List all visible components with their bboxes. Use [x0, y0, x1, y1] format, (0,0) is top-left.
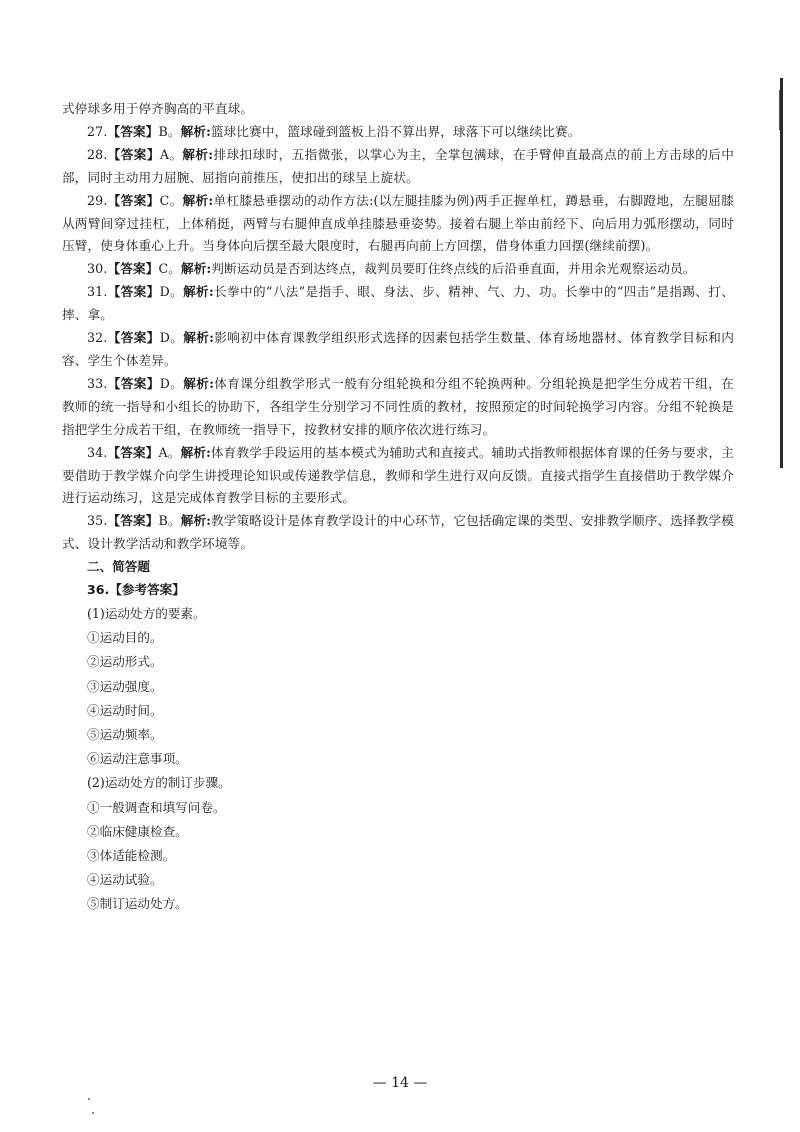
answer-label: 【答案】	[107, 123, 159, 139]
explanation-label: 解析:	[180, 513, 212, 529]
answer-label: 【答案】	[107, 284, 160, 300]
explanation-label: 解析:	[180, 123, 211, 139]
explanation-label: 解析:	[183, 375, 215, 391]
explanation-text: 排球扣球时，五指微张，以掌心为主，全掌包满球，在手臂伸直最高点的前上方击球的后中部，同时主动用力屈腕、屈指向前推压，使扣出的球呈上旋状。	[62, 146, 734, 185]
answer-letter: C。	[159, 192, 183, 208]
answer-item-28	[62, 144, 734, 190]
document-body	[62, 98, 734, 917]
scan-speck	[92, 1112, 94, 1114]
list-item: ①一般调查和填写问卷。	[87, 799, 226, 815]
list-item: ⑥运动注意事项。	[87, 751, 188, 767]
explanation-text: 教学策略设计是体育教学设计的中心环节，它包括确定课的类型、安排教学顺序、选择教学模式、设计教学活动和教学环境等。	[62, 513, 734, 552]
answer-item-34	[62, 442, 734, 511]
answer-item-32	[62, 327, 734, 373]
answer-number: 31.	[87, 284, 108, 300]
list-item: ④运动时间。	[87, 702, 163, 718]
explanation-text: 体育教学手段运用的基本模式为辅助式和直接式。辅助式指教师根据体育课的任务与要求，主要借助于教学媒介向学生讲授理论知识或传递教学信息，教师和学生进行双向反馈。直接式指学生直接借助于教学媒介进行运动练习，这是完成体育教学目标的主要形式。	[62, 444, 735, 506]
answer-label: 【答案】	[107, 192, 160, 208]
list-item: ②运动形式。	[87, 654, 163, 670]
question-36-answer-list	[62, 602, 734, 917]
answer-item-31	[62, 281, 734, 327]
answer-number: 28.	[87, 146, 108, 162]
answer-label: 【答案】	[107, 375, 160, 391]
list-item: ④运动试验。	[87, 872, 163, 888]
answer-number: 32.	[87, 330, 108, 346]
answer-item-35	[62, 510, 734, 556]
answer-letter: D。	[159, 284, 184, 300]
scan-edge-mark-thin	[779, 90, 780, 130]
answer-number: 35.	[87, 513, 108, 529]
explanation-text: 影响初中体育课教学组织形式选择的因素包括学生数量、体育场地器材、体育教学目标和内容、学生个体差异。	[62, 330, 734, 368]
section-title: 二、简答题	[87, 559, 150, 575]
list-item: ③运动强度。	[87, 678, 163, 694]
explanation-text: 体育课分组教学形式一般有分组轮换和分组不轮换两种。分组轮换是把学生分成若干组，在教师的统一指导和小组长的协助下，各组学生分别学习不同性质的教材，按照预定的时间轮换学习内容。分组不轮换是指把学生分成若干组，在教师统一指导下，按教材安排的顺序依次进行练习。	[62, 375, 734, 437]
page-number: — 14 —	[372, 1075, 428, 1091]
explanation-text: 长拳中的“八法”是指手、眼、身法、步、精神、气、力、功。长拳中的“四击”是指踢、打、摔、拿。	[62, 284, 734, 323]
answer-item-30	[62, 258, 734, 281]
answer-label: 【答案】	[107, 513, 159, 529]
list-item: ③体适能检测。	[87, 847, 176, 863]
list-item: (1)运动处方的要素。	[87, 605, 206, 621]
continued-text-line: 式停球多用于停齐胸高的平直球。	[62, 101, 254, 116]
answer-label: 【答案】	[107, 330, 160, 346]
explanation-label: 解析:	[180, 444, 211, 460]
answer-number: 33.	[87, 375, 108, 391]
answer-letter: D。	[159, 375, 184, 391]
list-item: ②临床健康检查。	[87, 823, 188, 839]
explanation-text: 单杠膝悬垂摆动的动作方法:(以左腿挂膝为例)两手正握单杠，蹲悬垂，右脚蹬地，左腿屈膝从两臂间穿过挂杠，上体稍挺，两臂与右腿伸直成单挂膝悬垂姿势。接着右腿上举由前经下、向后用力弧形摆动，同时压臂，使身体重心上升。当身体向后摆至最大限度时，右腿再向前上方回摆，借身体重力回摆(继续前摆)。	[62, 192, 734, 254]
answer-letter: A。	[159, 146, 183, 162]
answers-list	[62, 121, 734, 556]
scan-edge-mark	[780, 78, 783, 468]
answer-letter: B。	[158, 123, 181, 139]
list-item: ⑤制订运动处方。	[87, 896, 188, 912]
answer-item-29	[62, 190, 734, 259]
answer-number: 27.	[87, 123, 108, 139]
explanation-label: 解析:	[181, 261, 212, 277]
list-item: ⑤运动频率。	[87, 726, 163, 742]
answer-letter: B。	[158, 513, 181, 529]
list-item: (2)运动处方的制订步骤。	[87, 775, 231, 791]
explanation-label: 解析:	[183, 284, 214, 300]
answer-number: 34.	[87, 444, 108, 460]
explanation-text: 篮球比赛中，篮球碰到篮板上沿不算出界，球落下可以继续比赛。	[210, 123, 581, 139]
explanation-label: 解析:	[183, 330, 215, 346]
answer-label: 【答案】	[107, 444, 159, 460]
explanation-text: 判断运动员是否到达终点，裁判员要盯住终点线的后沿垂直面，并用余光观察运动员。	[211, 261, 696, 277]
answer-letter: A。	[158, 444, 181, 460]
question-36-heading: 36.【参考答案】	[87, 582, 185, 598]
explanation-label: 解析:	[182, 192, 214, 208]
answer-number: 30.	[87, 261, 108, 277]
explanation-label: 解析:	[182, 146, 214, 162]
answer-label: 【答案】	[107, 146, 160, 162]
scan-speck	[88, 1098, 90, 1100]
answer-label: 【答案】	[107, 261, 159, 277]
answer-letter: D。	[159, 330, 184, 346]
list-item: ①运动目的。	[87, 630, 163, 646]
answer-item-33	[62, 373, 734, 442]
answer-number: 29.	[87, 192, 108, 208]
answer-item-27	[62, 121, 734, 144]
answer-letter: C。	[158, 261, 181, 277]
